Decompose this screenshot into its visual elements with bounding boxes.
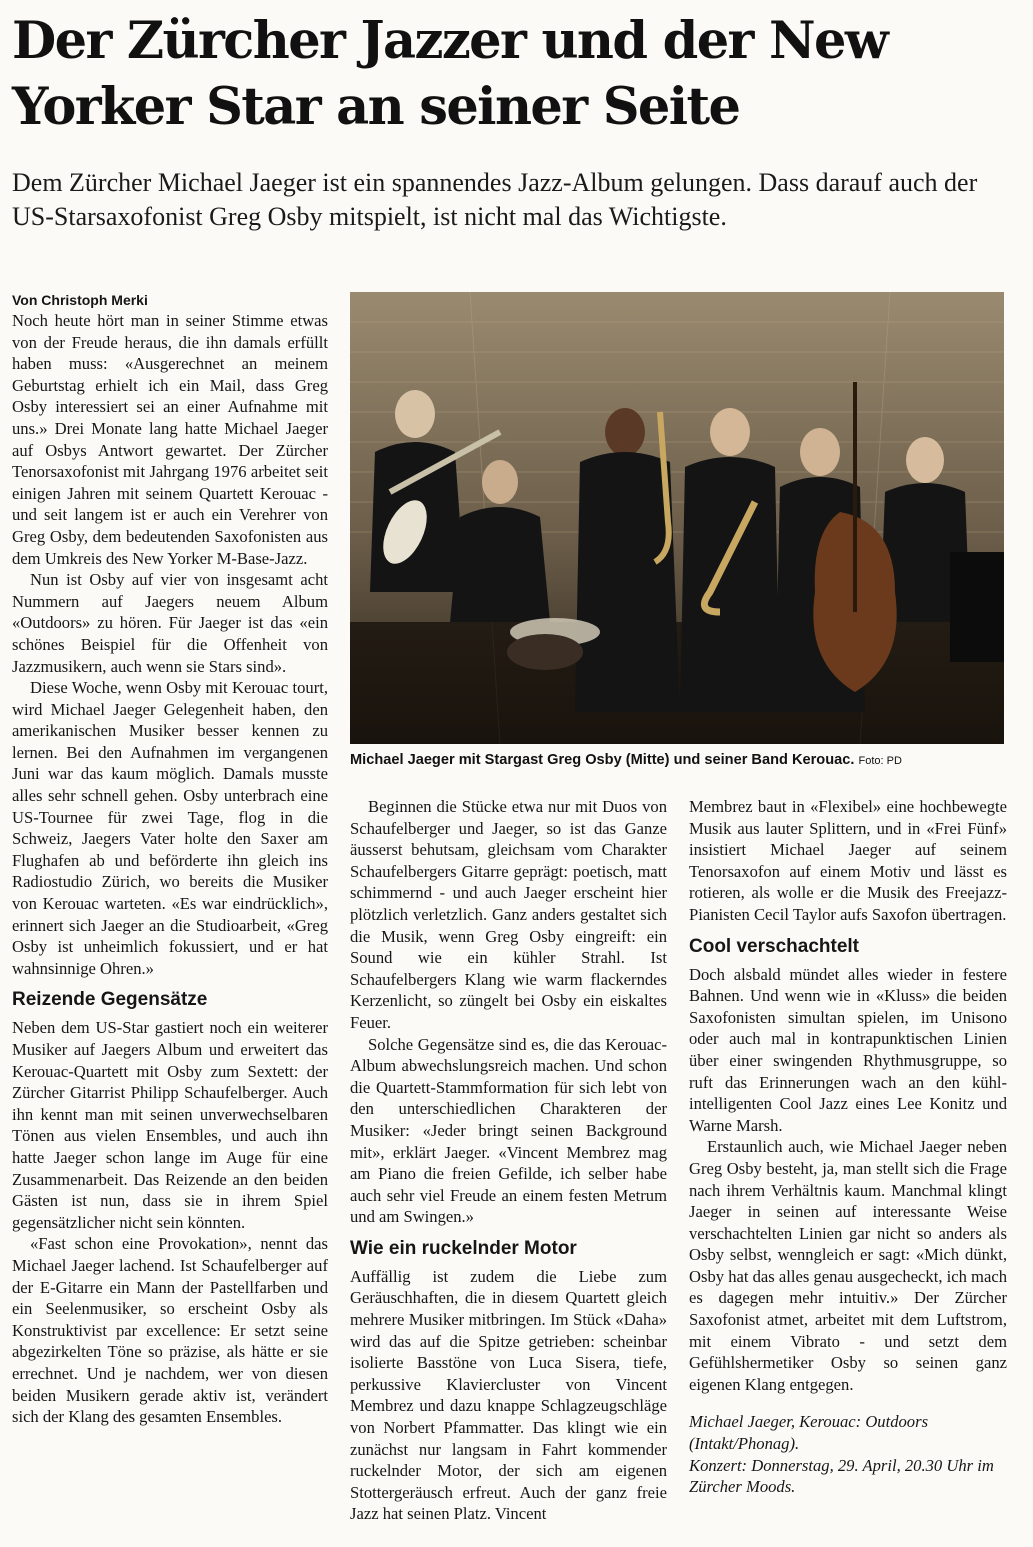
subheading: Cool verschachtelt [689, 935, 859, 957]
photo-credit: Foto: PD [858, 755, 902, 767]
lead-paragraph: Dem Zürcher Michael Jaeger ist ein spannendes Jazz-Album gelungen. Dass darauf auch der US-Starsaxofonist Greg Osby mitspielt, ist nicht mal das Wichtigste. [12, 168, 978, 231]
band-photo [350, 292, 1004, 744]
paragraph: Diese Woche, wenn Osby mit Kerouac tourt, wird Michael Jaeger Gelegenheit haben, den amerikanischen Musiker besser kennen zu lernen. Bei den Aufnahmen im vergangenen Juni war das kaum möglich. Damals musste alles sehr schnell gehen. Osby unterbrach eine US-Tournee für zwei Tage, flog in die Schweiz, Jaegers Vater holte den Saxer am Flughafen ab und beförderte ihn gleich ins Radiostudio Zürich, wo bereits die Musiker von Kerouac warteten. «Es war eindrücklich», erinnert sich Jaeger an die Studioarbeit, «Greg Osby ist unheimlich fokussiert, und er hat wahnsinnige Ohren.» [12, 678, 328, 978]
paragraph: Membrez baut in «Flexibel» eine hochbewegte Musik aus lauter Splittern, und in «Frei Fünf» insistiert Michael Jaeger auf seinem Tenorsaxofon auf einem Motiv und lässt es rotieren, als wolle er die Musik des Freejazz-Pianisten Cecil Taylor aufs Saxofon übertragen. [689, 797, 1007, 924]
byline: Von Christoph Merki [12, 292, 148, 308]
paragraph: Nun ist Osby auf vier von insgesamt acht Nummern auf Jaegers neuem Album «Outdoors» zu hören. Für Jaeger ist das «ein schönes Beispiel für die Offenheit von Jazzmusikern, auch wenn sie Stars sind». [12, 570, 328, 676]
article-column-3 [689, 796, 1007, 1498]
paragraph: «Fast schon eine Provokation», nennt das Michael Jaeger lachend. Ist Schaufelberger auf der E-Gitarre ein Mann der Pastellfarben und ein Seelenmusiker, so erscheint Osby als Konstruktivist par excellence: Er setzt seine abgezirkelten Töne so präzise, als hätte er sie errechnet. Und je nachdem, wer von diesen beiden Musikern gerade aktiv ist, verändert sich der Klang des gesamten Ensembles. [12, 1234, 328, 1427]
article-column-2 [350, 796, 667, 1525]
article-column-1 [12, 290, 328, 1428]
headline: Der Zürcher Jazzer und der New Yorker Star an seiner Seite [12, 11, 888, 137]
band-photo-illustration [350, 292, 1004, 744]
paragraph: Erstaunlich auch, wie Michael Jaeger neben Greg Osby besteht, ja, man stellt sich die Frage nach ihrem Verhältnis kaum. Manchmal klingt Jaeger in seinen auf interessante Weise verschachtelten Linien gar nicht so anders als Osby selbst, wenngleich er sagt: «Mich dünkt, Osby hat das alles genau ausgecheckt, ich mach es dagegen mehr intuitiv.» Der Zürcher Saxofonist atmet, arbeitet mit dem Luftstrom, mit einem Vibrato - und setzt dem Gefühlshermetiker Osby so seinen ganz eigenen Klang entgegen. [689, 1137, 1007, 1394]
album-credit: Michael Jaeger, Kerouac: Outdoors (Intakt/Phonag). [689, 1412, 929, 1454]
subheading: Wie ein ruckelnder Motor [350, 1237, 577, 1259]
paragraph: Solche Gegensätze sind es, die das Kerouac-Album abwechslungsreich machen. Und schon die Quartett-Stammformation für sich lebt von den unterschiedlichen Charakteren der Musiker: «Jeder bringt seinen Background mit», erklärt Jaeger. «Vincent Membrez mag am Piano die freien Gefilde, ich selber habe auch sehr viel Freude an einem festen Metrum und am Swingen.» [350, 1034, 667, 1227]
paragraph: Noch heute hört man in seiner Stimme etwas von der Freude heraus, die ihn damals erfüllt haben muss: «Ausgerechnet an meinem Geburtstag erhielt ich ein Mail, dass Greg Osby interessiert sei an einer Aufnahme mit uns.» Drei Monate lang hatte Michael Jaeger auf Osbys Antwort gewartet. Der Zürcher Tenorsaxofonist mit Jahrgang 1976 arbeitet seit einigen Jahren mit seinem Quartett Kerouac - und seit langem ist er auch ein Verehrer von Greg Osby, dem bedeutenden Saxofonisten aus dem Umkreis des New Yorker M-Base-Jazz. [12, 311, 328, 568]
concert-credit: Konzert: Donnerstag, 29. April, 20.30 Uhr im Zürcher Moods. [689, 1455, 994, 1497]
paragraph: Doch alsbald mündet alles wieder in festere Bahnen. Und wenn wie in «Kluss» die beiden Saxofonisten simultan spielen, im Unisono oder auch mal in kontrapunktischen Linien über einer swingenden Rhythmusgruppe, so ruft das Erinnerungen wach an den kühl-intelligenten Cool Jazz eines Lee Konitz und Warne Marsh. [689, 964, 1007, 1135]
paragraph: Beginnen die Stücke etwa nur mit Duos von Schaufelberger und Jaeger, so ist das Ganze äusserst behutsam, gleichsam vom Charakter Schaufelbergers Gitarre geprägt: poetisch, matt schimmernd - und auch Jaeger erscheint hier plötzlich verletzlich. Ganz anders gestaltet sich die Musik, wenn Greg Osby eingreift: ein Sound wie ein kühler Strahl. Ist Schaufelbergers Klang wie warm flackerndes Kerzenlicht, so züngelt bei Osby ein eiskaltes Feuer. [350, 797, 667, 1032]
paragraph: Neben dem US-Star gastiert noch ein weiterer Musiker auf Jaegers Album und erweitert das Kerouac-Quartett mit Osby zum Sextett: der Zürcher Gitarrist Philipp Schaufelberger. Auch ihn kennt man mit seinen unverwechselbaren Tönen aus vielen Ensembles, und auch ihn hatte Jaeger schon lange im Auge für eine Zusammenarbeit. Das Reizende an den beiden Gästen ist nun, dass sie in ihrem Spiel gegensätzlicher nicht sein könnten. [12, 1018, 328, 1232]
paragraph: Auffällig ist zudem die Liebe zum Geräuschhaften, die in diesem Quartett gleich mehrere Musiker mitbringen. Im Stück «Daha» wird das auf die Spitze getrieben: scheinbar isolierte Basstöne von Luca Sisera, tiefe, perkussive Klaviercluster von Vincent Membrez und dazu knappe Schlagzeugschläge von Norbert Pfammatter. Das klingt wie ein zunächst nur langsam in Fahrt kommender ruckelnder Motor, der sich am eigenen Stottergeräusch erfreut. Auch der ganz freie Jazz hat seinen Platz. Vincent [350, 1266, 667, 1524]
subheading: Reizende Gegensätze [12, 989, 208, 1011]
photo-caption [350, 750, 1010, 771]
caption-text: Michael Jaeger mit Stargast Greg Osby (Mitte) und seiner Band Kerouac. [350, 752, 855, 768]
